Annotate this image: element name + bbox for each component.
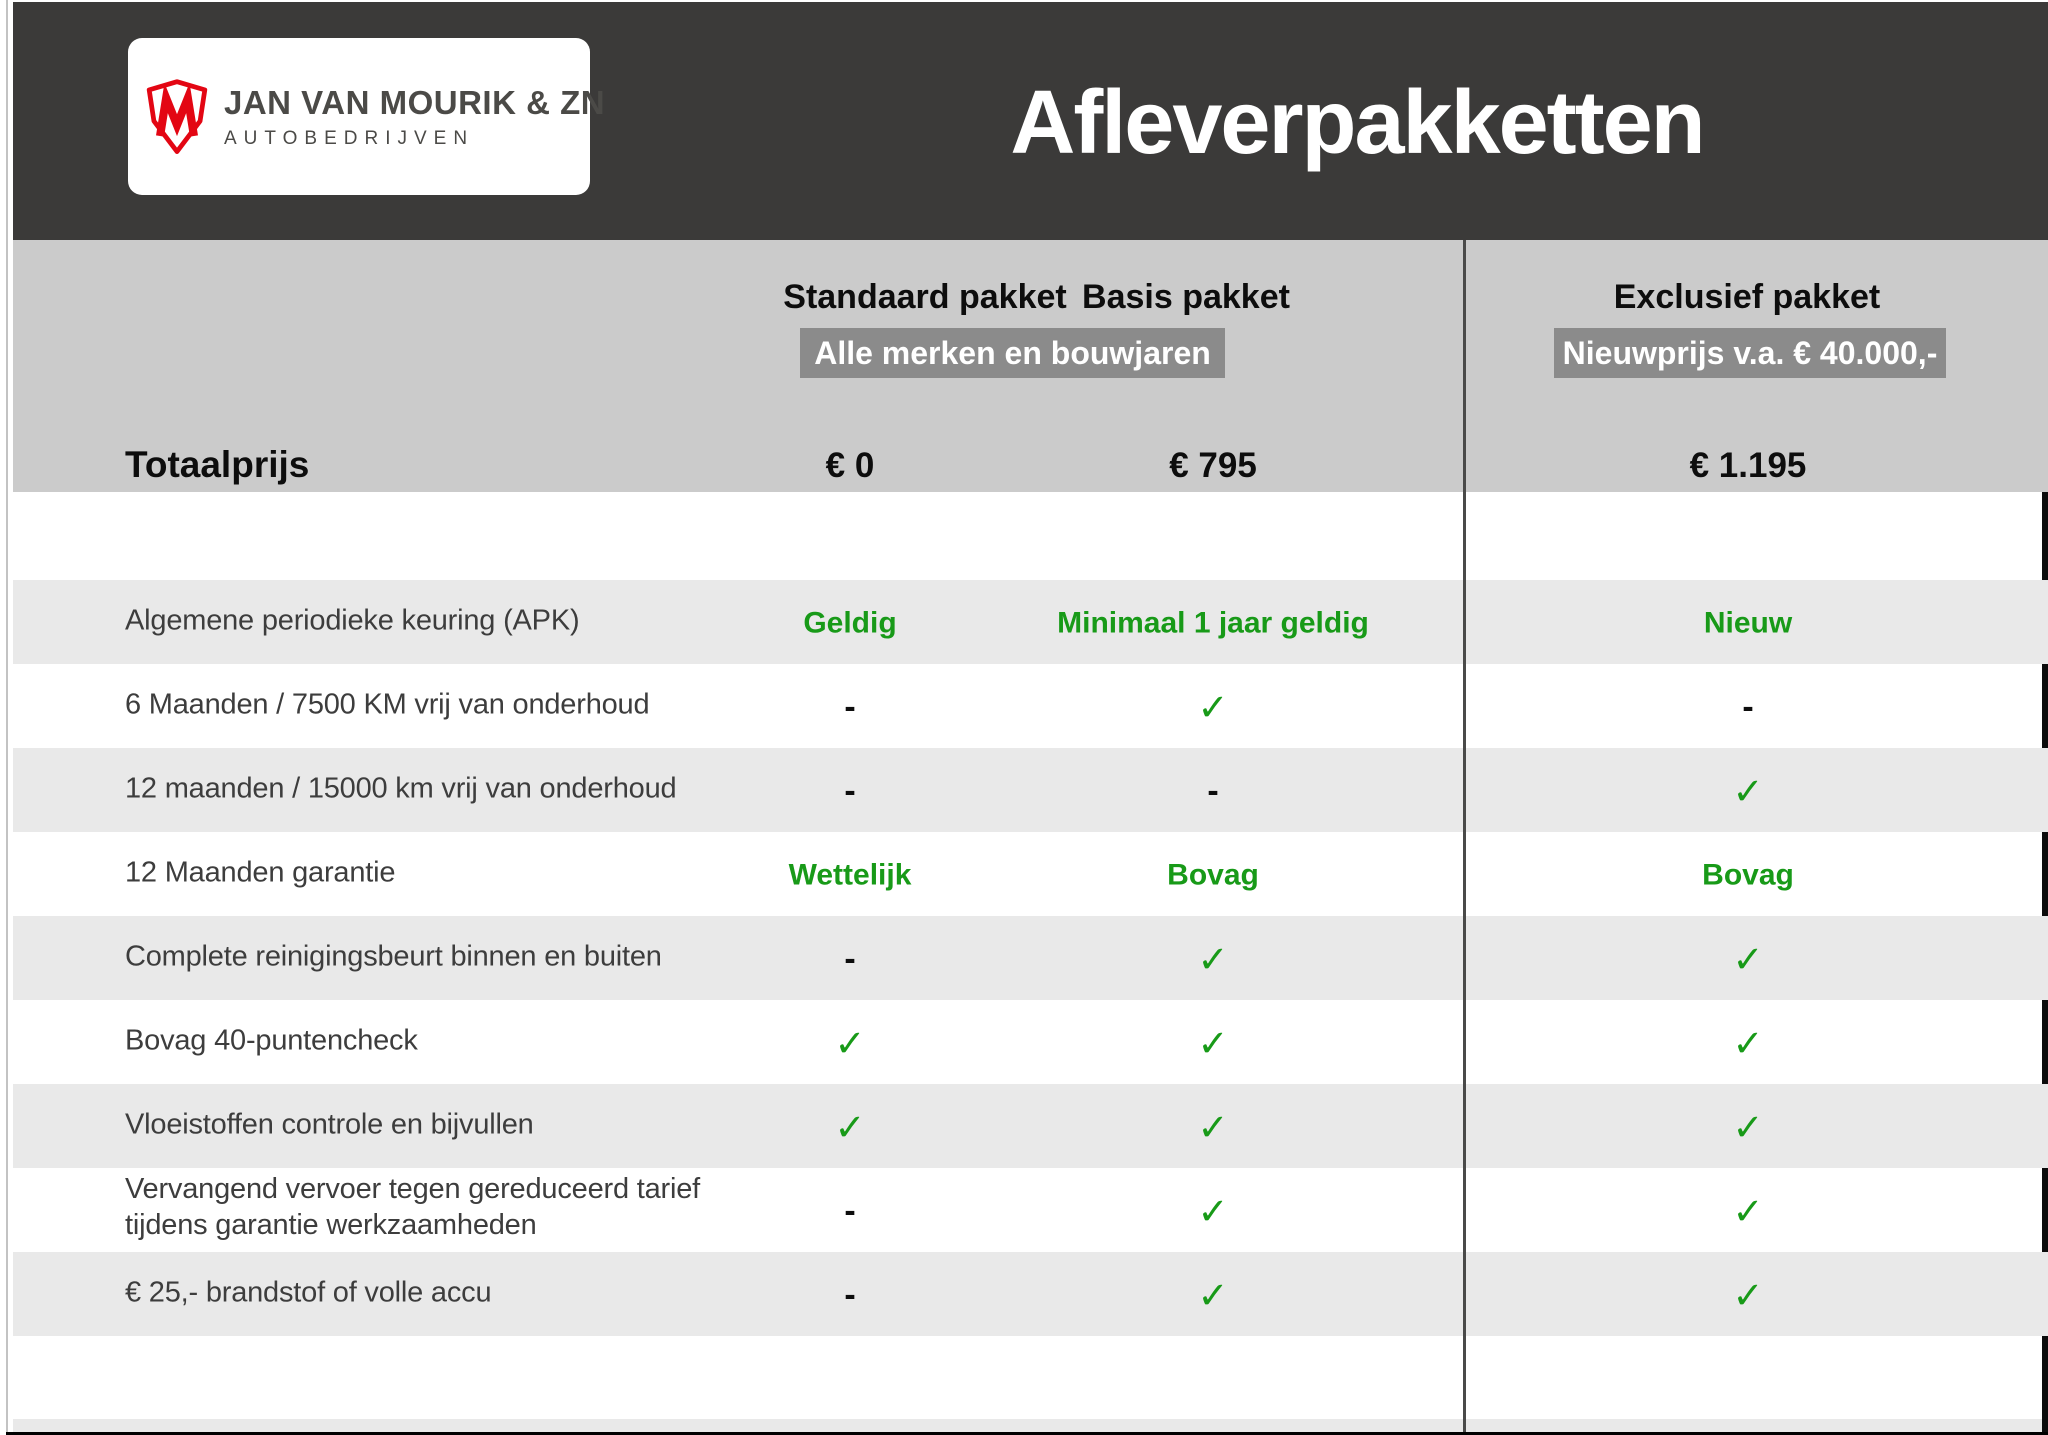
feature-label-line1: € 25,- brandstof of volle accu: [125, 1276, 492, 1309]
feature-label-line1: 12 maanden / 15000 km vrij van onderhoud: [125, 772, 677, 805]
brand-shield-icon: [143, 79, 211, 155]
brand-logo-card: [128, 38, 606, 195]
feature-label: [125, 1171, 700, 1244]
page-title-box: [957, 42, 1757, 204]
table-row: [13, 664, 2048, 748]
column-header-exclusief: Exclusief pakket: [1613, 278, 1881, 316]
feature-label-line1: 6 Maanden / 7500 KM vrij van onderhoud: [125, 688, 650, 721]
brand-subtitle: AUTOBEDRIJVEN: [224, 127, 475, 149]
cell-standaard: -: [844, 1192, 856, 1231]
column-header-basis: Basis pakket: [1082, 278, 1290, 316]
feature-label: [125, 1022, 418, 1058]
cell-basis: ✓: [1197, 1023, 1229, 1065]
feature-label: [125, 1106, 534, 1142]
cell-basis: ✓: [1197, 687, 1229, 729]
cell-standaard: Geldig: [803, 606, 897, 640]
cell-standaard: -: [844, 688, 856, 727]
cell-exclusief: -: [1742, 688, 1754, 727]
cell-basis: ✓: [1197, 1191, 1229, 1233]
table-row: [13, 580, 2048, 664]
cell-basis: ✓: [1197, 1275, 1229, 1317]
feature-label: [125, 602, 579, 638]
table-row: [13, 748, 2048, 832]
cell-exclusief: ✓: [1732, 1275, 1764, 1317]
feature-label: [125, 770, 676, 806]
cell-exclusief: ✓: [1732, 1107, 1764, 1149]
table-row: [13, 1252, 2048, 1336]
top-header-bar: [13, 2, 2048, 240]
feature-label-line1: Algemene periodieke keuring (APK): [125, 604, 580, 637]
feature-label-line1: Bovag 40-puntencheck: [125, 1024, 418, 1057]
feature-label: [125, 938, 662, 974]
cell-standaard: ✓: [834, 1023, 866, 1065]
exclusief-column-divider: [1463, 240, 1466, 1432]
feature-label: [125, 854, 395, 890]
badge-nieuwprijs: Nieuwprijs v.a. € 40.000,-: [1554, 328, 1946, 378]
package-header-section: [13, 240, 2048, 492]
cell-basis: ✓: [1197, 939, 1229, 981]
total-price-standaard: € 0: [825, 446, 875, 485]
cell-standaard: -: [844, 940, 856, 979]
cell-standaard: ✓: [834, 1107, 866, 1149]
cell-exclusief: ✓: [1732, 1023, 1764, 1065]
feature-label-line1: 12 Maanden garantie: [125, 856, 396, 889]
table-row: [13, 1168, 2048, 1252]
column-header-standaard: Standaard pakket: [783, 278, 1067, 316]
cell-exclusief: Nieuw: [1703, 606, 1793, 640]
table-row: [13, 1000, 2048, 1084]
left-edge-rule: [6, 0, 8, 1435]
table-row: [13, 1084, 2048, 1168]
feature-rows: [13, 580, 2048, 1336]
cell-exclusief: Bovag: [1702, 858, 1794, 892]
feature-label: [125, 1274, 491, 1310]
table-row: [13, 916, 2048, 1000]
badge-alle-merken: Alle merken en bouwjaren: [800, 328, 1225, 378]
cell-standaard: -: [844, 1276, 856, 1315]
cell-exclusief: ✓: [1732, 771, 1764, 813]
total-price-label: Totaalprijs: [125, 444, 310, 485]
cell-basis: -: [1207, 772, 1219, 811]
page-title: Afleverpakketten: [1010, 72, 1704, 173]
cell-exclusief: ✓: [1732, 939, 1764, 981]
feature-label: [125, 686, 649, 722]
bottom-gray-strip: [13, 1419, 2048, 1432]
feature-label-line1: Vloeistoffen controle en bijvullen: [125, 1108, 534, 1141]
feature-label-line2: tijdens garantie werkzaamheden: [125, 1209, 537, 1242]
feature-label-line1: Vervangend vervoer tegen gereduceerd tarief: [125, 1172, 701, 1205]
total-price-exclusief: € 1.195: [1689, 446, 1807, 485]
cell-standaard: -: [844, 772, 856, 811]
feature-label-line1: Complete reinigingsbeurt binnen en buiten: [125, 940, 662, 973]
cell-standaard: Wettelijk: [788, 858, 912, 892]
brand-text: [224, 84, 605, 150]
cell-basis: Minimaal 1 jaar geldig: [1057, 606, 1369, 640]
total-price-basis: € 795: [1169, 446, 1257, 485]
cell-basis: ✓: [1197, 1107, 1229, 1149]
cell-basis: Bovag: [1167, 858, 1259, 892]
brand-name: JAN VAN MOURIK & ZN: [224, 83, 606, 121]
table-row: [13, 832, 2048, 916]
cell-exclusief: ✓: [1732, 1191, 1764, 1233]
